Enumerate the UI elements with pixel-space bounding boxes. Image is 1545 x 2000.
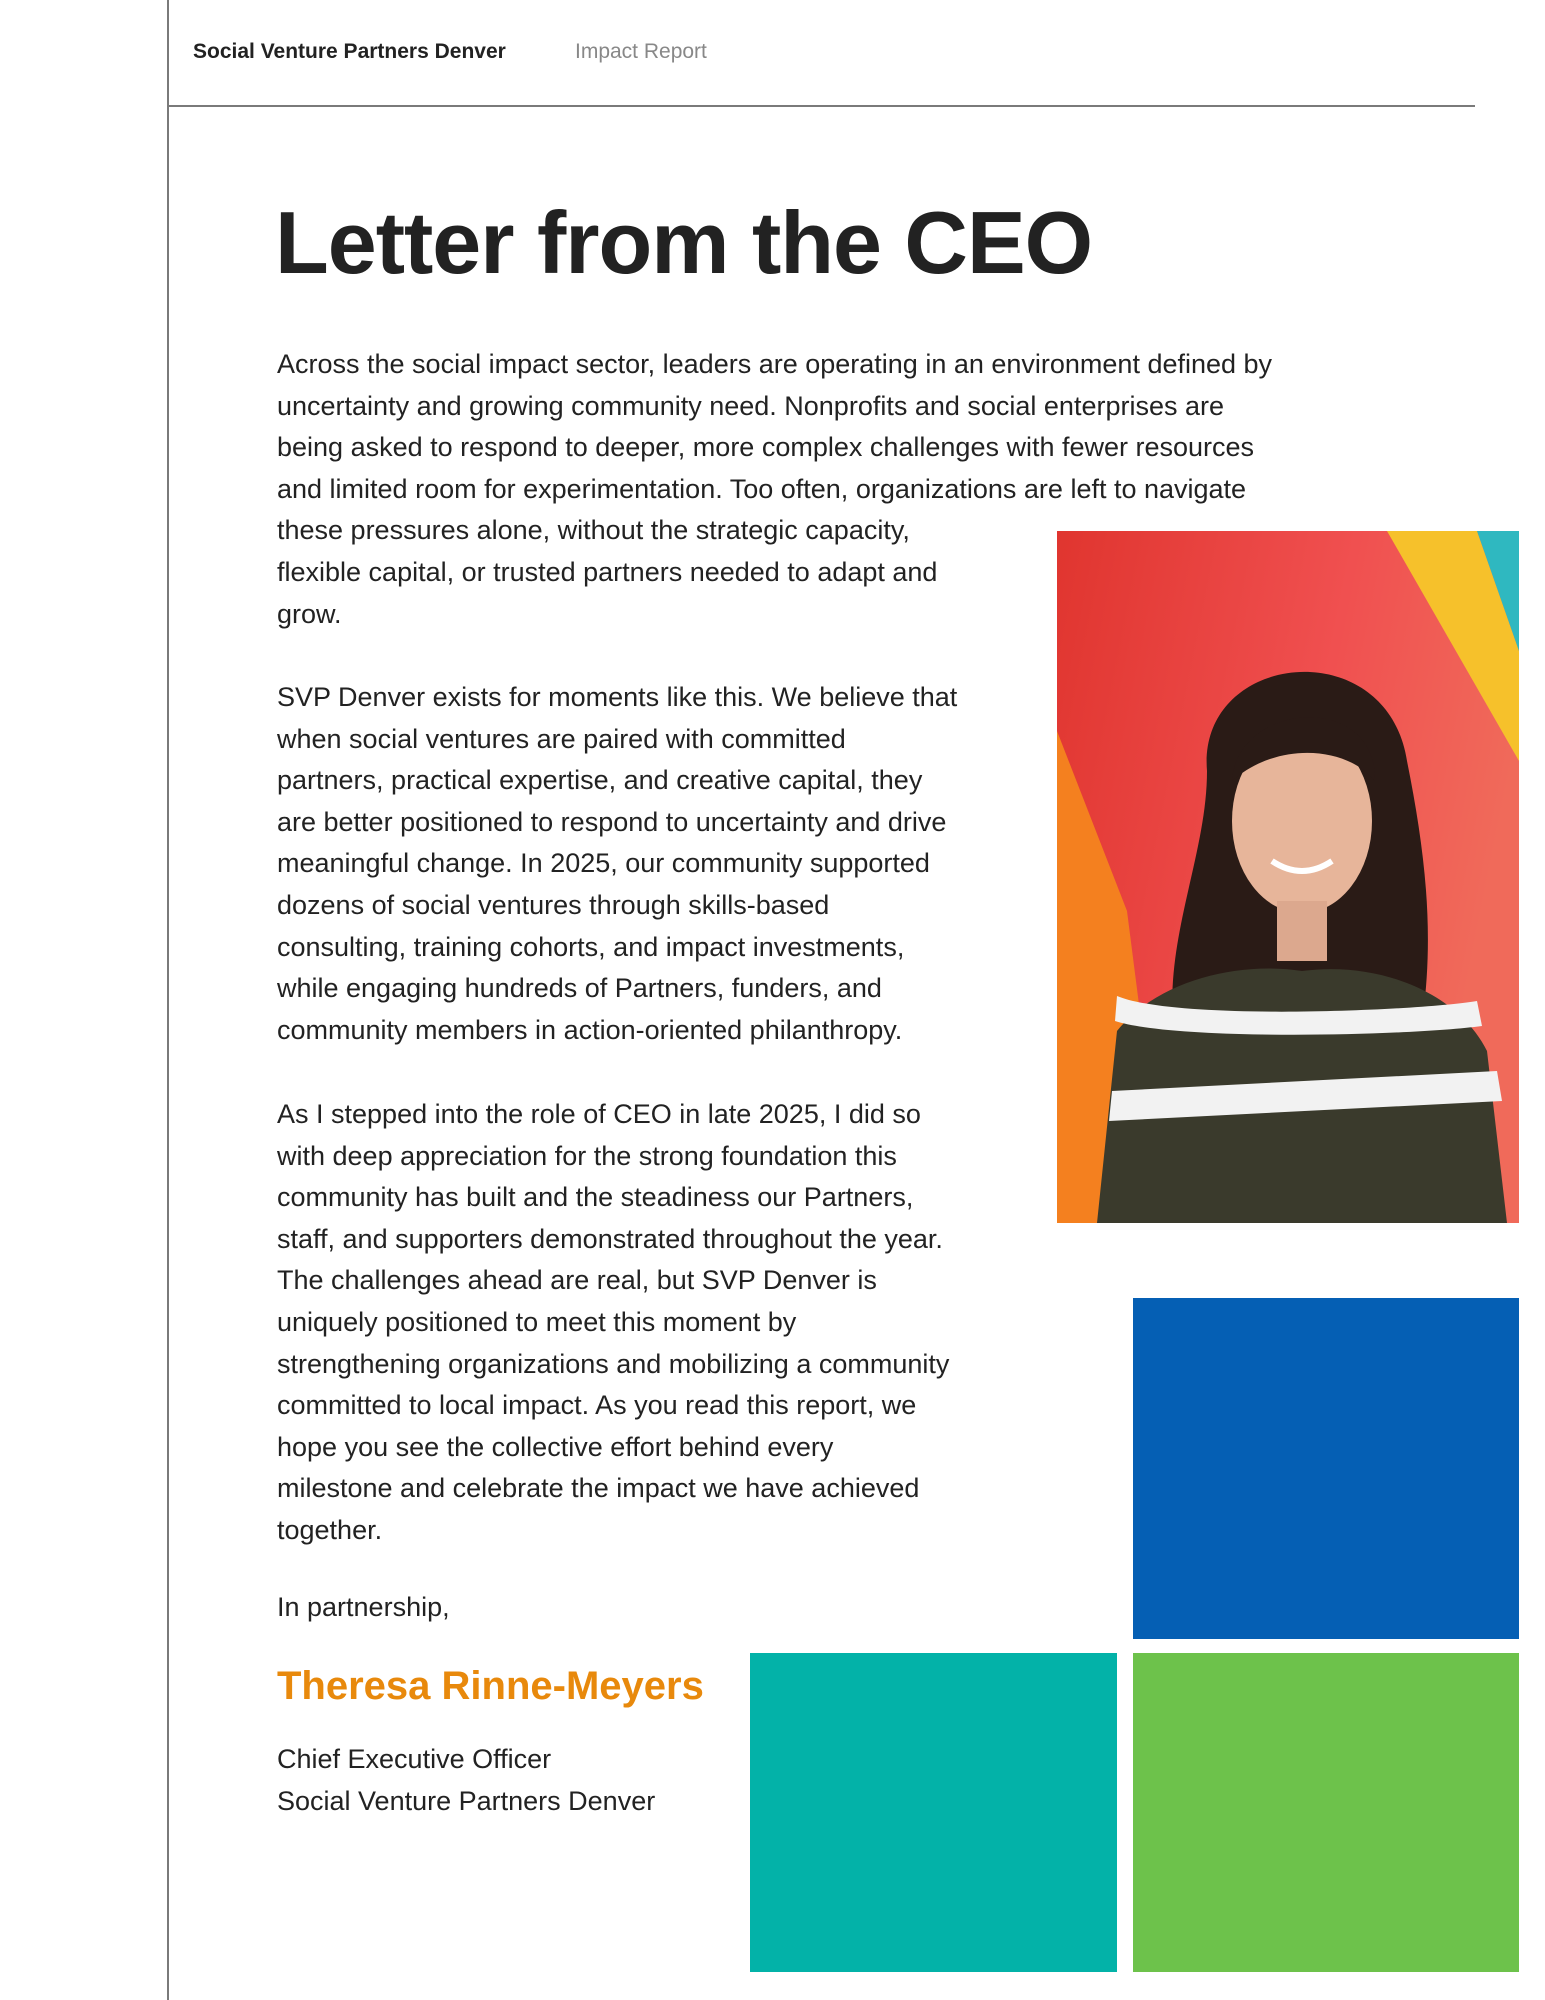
paragraph-line: hope you see the collective effort behind every bbox=[277, 1431, 834, 1462]
closing-line: In partnership, bbox=[277, 1592, 450, 1622]
paragraph-line: As I stepped into the role of CEO in late 2025, I did so bbox=[277, 1099, 921, 1129]
signature-title: Chief Executive Officer bbox=[277, 1744, 552, 1774]
paragraph-line: staff, and supporters demonstrated throughout the year. bbox=[277, 1223, 943, 1254]
paragraph-line: being asked to respond to deeper, more complex challenges with fewer resources bbox=[277, 432, 1255, 463]
paragraph-3 bbox=[277, 1094, 949, 1552]
header-section-name: Impact Report bbox=[575, 40, 707, 63]
paragraph-line: are better positioned to respond to uncertainty and drive bbox=[277, 806, 947, 837]
paragraph-2 bbox=[277, 677, 957, 1051]
paragraph-line: these pressures alone, without the strategic capacity, bbox=[277, 515, 910, 546]
paragraph-line: Across the social impact sector, leaders are operating in an environment defined by bbox=[277, 349, 1273, 379]
paragraph-line: strengthening organizations and mobilizing a community bbox=[277, 1348, 950, 1379]
header-rule bbox=[167, 105, 1475, 107]
left-rule bbox=[167, 0, 169, 2000]
decorative-blue-block bbox=[1133, 1298, 1519, 1639]
paragraph-line: and limited room for experimentation. Too often, organizations are left to navigate bbox=[277, 473, 1247, 504]
paragraph-line: uncertainty and growing community need. Nonprofits and social enterprises are bbox=[277, 390, 1225, 421]
paragraph-line: dozens of social ventures through skills-based bbox=[277, 889, 830, 920]
paragraph-line: committed to local impact. As you read this report, we bbox=[277, 1390, 917, 1421]
paragraph-line: flexible capital, or trusted partners needed to adapt and bbox=[277, 556, 938, 587]
paragraph-line: The challenges ahead are real, but SVP Denver is bbox=[277, 1265, 877, 1296]
paragraph-line: together. bbox=[277, 1514, 383, 1545]
paragraph-line: consulting, training cohorts, and impact investments, bbox=[277, 931, 905, 962]
signature-org: Social Venture Partners Denver bbox=[277, 1786, 656, 1816]
paragraph-line: grow. bbox=[277, 598, 342, 629]
paragraph-line: with deep appreciation for the strong foundation this bbox=[277, 1140, 897, 1171]
paragraph-line: milestone and celebrate the impact we have achieved bbox=[277, 1473, 920, 1504]
paragraph-line: when social ventures are paired with committed bbox=[277, 723, 846, 754]
paragraph-line: partners, practical expertise, and creative capital, they bbox=[277, 765, 923, 796]
signature-name: Theresa Rinne-Meyers bbox=[277, 1664, 704, 1708]
header-org-name: Social Venture Partners Denver bbox=[193, 40, 506, 63]
decorative-teal-block bbox=[750, 1653, 1117, 1972]
decorative-green-block bbox=[1133, 1653, 1519, 1972]
paragraph-line: community members in action-oriented philanthropy. bbox=[277, 1014, 903, 1045]
paragraph-line: SVP Denver exists for moments like this. We believe that bbox=[277, 682, 958, 712]
paragraph-line: uniquely positioned to meet this moment by bbox=[277, 1306, 797, 1337]
paragraph-line: meaningful change. In 2025, our community supported bbox=[277, 848, 930, 879]
page-title: Letter from the CEO bbox=[275, 193, 1093, 292]
paragraph-line: while engaging hundreds of Partners, funders, and bbox=[277, 973, 882, 1004]
ceo-portrait-photo bbox=[1057, 531, 1519, 1223]
paragraph-line: community has built and the steadiness our Partners, bbox=[277, 1182, 914, 1213]
signature-role bbox=[277, 1738, 655, 1822]
